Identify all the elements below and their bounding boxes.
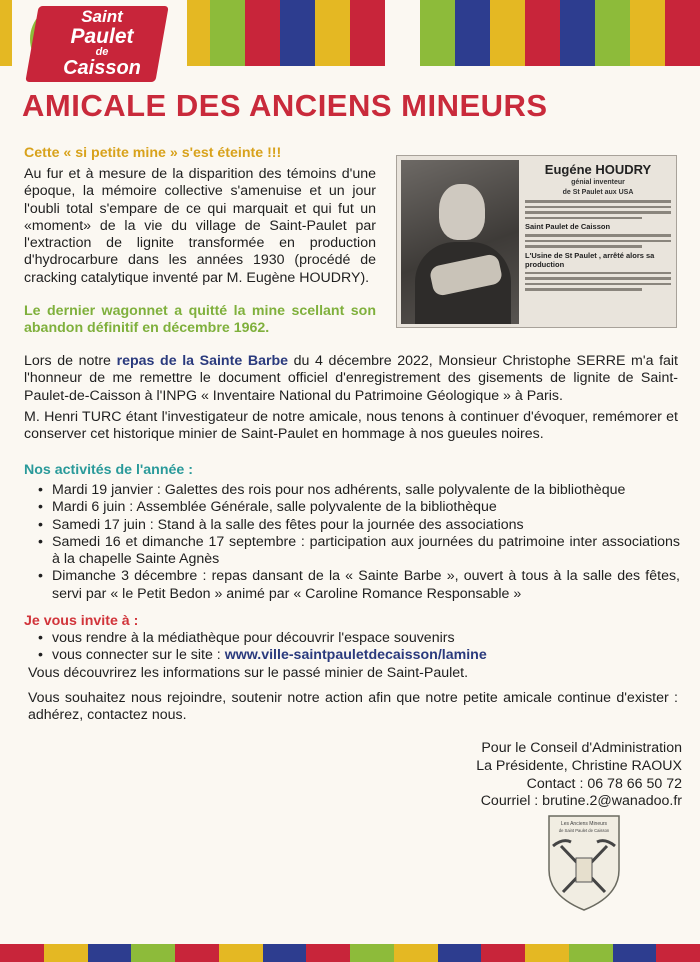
bottom-color-stripes — [0, 944, 700, 962]
para1-text-after: du 4 décembre 2022, Monsieur Christophe SERRE m'a fait l'honneur de me remettre le document officiel d'enregistrement des gisements de lignite de Saint-Paulet-de-Caisson à l'INPG « Inventaire National du Patrimoine Géologique » à Paris. — [24, 353, 678, 404]
logo-line-4: Caisson — [63, 57, 141, 79]
card-text-line — [525, 283, 671, 286]
card-text-line — [525, 277, 671, 280]
miners-badge-shield — [545, 812, 623, 912]
contact-email[interactable]: Courriel : brutine.2@wanadoo.fr — [480, 793, 682, 809]
village-logo — [12, 0, 187, 84]
card-text-line — [525, 245, 642, 248]
activity-item: • Mardi 6 juin : Assemblée Générale, salle polyvalente de la bibliothèque — [32, 499, 680, 516]
card-text-line — [525, 240, 671, 243]
page-title: AMICALE DES ANCIENS MINEURS — [22, 88, 548, 123]
logo-line-1: Saint — [81, 7, 123, 26]
houdry-portrait — [401, 160, 519, 324]
website-link[interactable]: www.ville-saintpauletdecaisson/lamine — [224, 647, 487, 664]
article-subtitle: Cette « si petite mine » s'est éteinte !!! — [24, 145, 282, 161]
badge-line-1: Les Anciens Mineurs — [560, 821, 608, 827]
activity-item: • Samedi 16 et dimanche 17 septembre : participation aux journées du patrimoine inter associations à la chapelle Sainte Agnès — [32, 534, 680, 569]
contact-phone: Contact : 06 78 66 50 72 — [526, 776, 682, 792]
card-heading-1: Saint Paulet de Caisson — [525, 222, 611, 231]
card-text-line — [525, 288, 642, 291]
card-subtitle-2: de St Paulet aux USA — [562, 189, 634, 196]
activity-item: • Dimanche 3 décembre : repas dansant de la « Sainte Barbe », ouvert à tous à la salle des fêtes, servi par « le Petit Bedon » animé par « Caroline Romance Responsable » — [32, 568, 680, 603]
card-text-line — [525, 217, 642, 220]
card-text-line — [525, 211, 671, 214]
portrait-head-shape — [439, 184, 485, 240]
join-paragraph: Vous souhaitez nous rejoindre, soutenir notre action afin que notre petite amicale continue d'exister : adhérez, contactez nous. — [28, 690, 678, 724]
card-name: Eugéne HOUDRY — [544, 162, 652, 177]
activities-list — [32, 482, 680, 603]
inpg-paragraph — [24, 353, 678, 405]
photo-card-text — [525, 162, 671, 294]
activity-item: • Mardi 19 janvier : Galettes des rois pour nos adhérents, salle polyvalente de la bibliothèque — [32, 482, 680, 499]
invite-list — [32, 630, 680, 665]
badge-line-2: de Saint Paulet de Caisson — [558, 828, 610, 833]
activity-item: • Samedi 17 juin : Stand à la salle des fêtes pour la journée des associations — [32, 517, 680, 534]
signature-line-2: La Présidente, Christine RAOUX — [476, 758, 682, 774]
card-text-line — [525, 272, 671, 275]
card-heading-2: L'Usine de St Paulet , arrêté alors sa production — [525, 250, 655, 269]
card-text-line — [525, 234, 671, 237]
founder-paragraph: M. Henri TURC étant l'investigateur de notre amicale, nous tenons à continuer d'évoquer, remémorer et conserver cet historique minier de Saint-Paulet en hommage à nos gueules noires. — [24, 409, 678, 443]
houdry-photo-card — [396, 155, 677, 328]
signature-line-1: Pour le Conseil d'Administration — [481, 740, 682, 756]
activities-title: Nos activités de l'année : — [24, 462, 193, 478]
logo-text — [42, 8, 162, 78]
para1-text-before: Lors de notre — [24, 353, 117, 369]
invite-closing: Vous découvrirez les informations sur le passé minier de Saint-Paulet. — [28, 665, 469, 681]
logo-line-3: de — [95, 46, 109, 58]
highlight-paragraph: Le dernier wagonnet a quitté la mine scellant son abandon définitif en décembre 1962. — [24, 303, 376, 337]
invite-item-mediatheque: • vous rendre à la médiathèque pour découvrir l'espace souvenirs — [32, 630, 680, 647]
invite-website-prefix: vous connecter sur le site : — [52, 647, 225, 664]
card-subtitle-1: génial inventeur — [571, 179, 625, 186]
intro-paragraph: Au fur et à mesure de la disparition des témoins d'une époque, la mémoire collective s'amenuise et un jour l'oubli total s'empare de ce qui marquait et qui fut un «moment» de la vie du village de Saint-Paulet par l'extraction de lignite transformée en production d'hydrocarbure dans les années 1930 (procédé de cracking catalytique inventé par M. Eugène HOUDRY). — [24, 166, 376, 286]
sainte-barbe-event: repas de la Sainte Barbe — [116, 353, 289, 369]
invite-item-website — [32, 647, 680, 664]
invite-title: Je vous invite à : — [24, 613, 139, 629]
card-text-line — [525, 200, 671, 203]
logo-line-2: Paulet — [70, 25, 134, 48]
card-text-line — [525, 206, 671, 209]
